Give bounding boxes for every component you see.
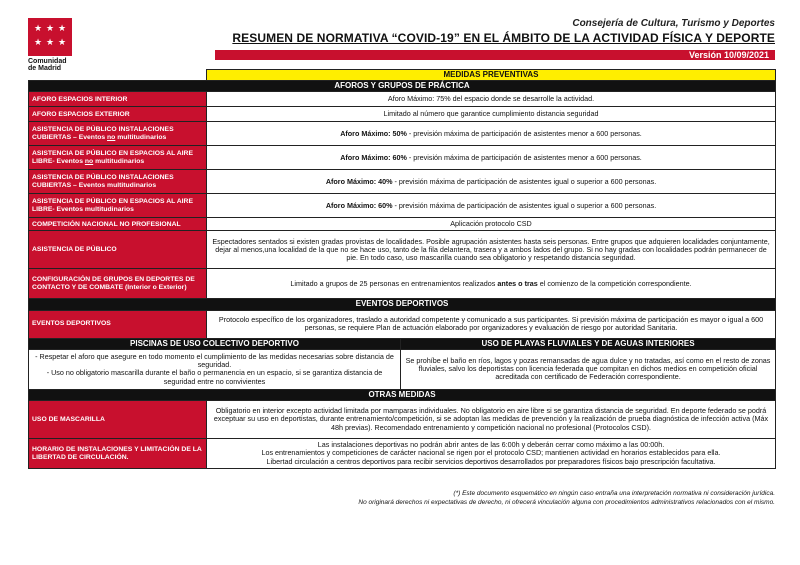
section-otras: OTRAS MEDIDAS bbox=[29, 389, 776, 400]
row-value-grupos-contacto: Limitado a grupos de 25 personas en entrenamientos realizados antes o tras el comienzo de la competición correspondiente. bbox=[207, 269, 776, 299]
row-value-eventos: Protocolo específico de los organizadores, traslado a autoridad competente y comunicado a sus participantes. Si previsión máxima de participación es mayor o igual a 600 personas, se requiere Plan de actuación elaborado por organizadores y evaluación de riesgo por autoridad Sanitaria. bbox=[207, 310, 776, 338]
row-label-publico-aire-libre-no-multi: ASISTENCIA DE PÚBLICO EN ESPACIOS AL AIRE LIBRE- Eventos no multitudinarios bbox=[29, 146, 207, 170]
row-value-aforo-exterior: Limitado al número que garantice cumplimiento distancia seguridad bbox=[207, 107, 776, 122]
row-value-publico-cubiertas-no-multi: Aforo Máximo: 50% - previsión máxima de participación de asistentes menor a 600 personas. bbox=[207, 122, 776, 146]
playas-text: Se prohíbe el baño en ríos, lagos y pozas remansadas de agua dulce y no tratadas, así como en el resto de zonas fluviales, salvo los deportistas con licencia federada que compitan en dichos medios en competición oficial acreditada con certificado de Federación correspondiente. bbox=[401, 349, 776, 389]
star-icon: ★ bbox=[58, 23, 67, 33]
page-title: RESUMEN DE NORMATIVA “COVID-19” EN EL ÁMBITO DE LA ACTIVIDAD FÍSICA Y DEPORTE bbox=[232, 31, 775, 45]
section-piscinas: PISCINAS DE USO COLECTIVO DEPORTIVO bbox=[29, 338, 401, 349]
logo bbox=[28, 18, 72, 72]
row-value-publico-aire-libre-multi: Aforo Máximo: 60% - previsión máxima de participación de asistentes igual o superior a 600 personas. bbox=[207, 194, 776, 218]
document-header bbox=[215, 18, 775, 63]
row-label-publico-cubiertas-no-multi: ASISTENCIA DE PÚBLICO INSTALACIONES CUBIERTAS – Eventos no multitudinarios bbox=[29, 122, 207, 146]
measures-table bbox=[28, 69, 776, 469]
section-medidas: MEDIDAS PREVENTIVAS bbox=[207, 70, 776, 81]
footnote: (*) Este documento esquemático en ningún caso entraña una interpretación normativa ni consideración jurídica. No originará derechos ni expectativas de derecho, ni ofrecerá vinculación alguna con procedimientos administrativos relacionados con el mismo. bbox=[358, 490, 775, 506]
row-value-mascarilla: Obligatorio en interior excepto actividad limitada por mamparas individuales. No obligatorio en aire libre si se garantiza distancia de seguridad. En deporte federado se podrá exceptuar su uso en deportistas, durante entrenamiento/competición, si se adoptan las medidas de prevención y la realización de prueba diagnóstica de infección activa (Máx 48h previas). Recomendado entrenamiento y competición nacional no profesional (Protocolos CSD). bbox=[207, 401, 776, 439]
row-value-asistencia-publico: Espectadores sentados si existen gradas provistas de localidades. Posible agrupación asistentes hasta seis personas. Entre grupos que adquieren localidades conjuntamente, dejar al menos,una localidad de la que no se hace uso, tanto de la fila delantera, trasera y a ambos lados del grupo. Si no hay gradas con localidades podrán permanecer de pie. En todo caso, uso mascarilla cuando sea obligatorio y respetando distancia seguridad. bbox=[207, 231, 776, 269]
version-badge: Versión 10/09/2021 bbox=[215, 50, 775, 60]
row-label-competicion-nacional: COMPETICIÓN NACIONAL NO PROFESIONAL bbox=[29, 218, 207, 231]
row-value-publico-cubiertas-multi: Aforo Máximo: 40% - previsión máxima de participación de asistentes igual o superior a 600 personas. bbox=[207, 170, 776, 194]
logo-text: Comunidad de Madrid bbox=[28, 58, 67, 72]
row-label-mascarilla: USO DE MASCARILLA bbox=[29, 401, 207, 439]
star-icon: ★ bbox=[34, 23, 43, 33]
row-value-aforo-interior: Aforo Máximo: 75% del espacio donde se desarrolle la actividad. bbox=[207, 92, 776, 107]
section-playas: USO DE PLAYAS FLUVIALES Y DE AGUAS INTERIORES bbox=[401, 338, 776, 349]
star-icon: ★ bbox=[58, 37, 67, 47]
star-icon: ★ bbox=[34, 37, 43, 47]
row-value-horario: Las instalaciones deportivas no podrán abrir antes de las 6:00h y deberán cerrar como máximo a las 00:00h. Los entrenamientos y competiciones de carácter nacional se rigen por el protocolo CSD; mantienen actividad en horarios establecidos para ella. Libertad circulación a centros deportivos para recibir servicios deportivos desarrollados por preparadores físicos bajo prescripción facultativa. bbox=[207, 439, 776, 469]
star-icon: ★ bbox=[46, 23, 55, 33]
section-eventos: EVENTOS DEPORTIVOS bbox=[29, 299, 776, 310]
row-label-asistencia-publico: ASISTENCIA DE PÚBLICO bbox=[29, 231, 207, 269]
row-value-publico-aire-libre-no-multi: Aforo Máximo: 60% - previsión máxima de participación de asistentes menor a 600 personas. bbox=[207, 146, 776, 170]
row-label-aforo-interior: AFORO ESPACIOS INTERIOR bbox=[29, 92, 207, 107]
row-label-publico-aire-libre-multi: ASISTENCIA DE PÚBLICO EN ESPACIOS AL AIRE LIBRE- Eventos multitudinarios bbox=[29, 194, 207, 218]
consejeria-label: Consejería de Cultura, Turismo y Deportes bbox=[572, 18, 775, 29]
star-icon: ★ bbox=[46, 37, 55, 47]
row-label-aforo-exterior: AFORO ESPACIOS EXTERIOR bbox=[29, 107, 207, 122]
row-label-publico-cubiertas-multi: ASISTENCIA DE PÚBLICO INSTALACIONES CUBIERTAS – Eventos multitudinarios bbox=[29, 170, 207, 194]
row-value-competicion-nacional: Aplicación protocolo CSD bbox=[207, 218, 776, 231]
row-label-grupos-contacto: CONFIGURACIÓN DE GRUPOS EN DEPORTES DE CONTACTO Y DE COMBATE (Interior o Exterior) bbox=[29, 269, 207, 299]
section-aforos: AFOROS Y GRUPOS DE PRÁCTICA bbox=[29, 81, 776, 92]
logo-flag bbox=[28, 18, 72, 56]
row-label-horario: HORARIO DE INSTALACIONES Y LIMITACIÓN DE LA LIBERTAD DE CIRCULACIÓN. bbox=[29, 439, 207, 469]
piscinas-text: - Respetar el aforo que asegure en todo momento el cumplimiento de las medidas necesarias sobre distancia de seguridad. - Uso no obligatorio mascarilla durante el baño o permanencia en un espacio, si se garantiza distancia de seguridad entre no convivientes bbox=[29, 349, 401, 389]
row-label-eventos: EVENTOS DEPORTIVOS bbox=[29, 310, 207, 338]
